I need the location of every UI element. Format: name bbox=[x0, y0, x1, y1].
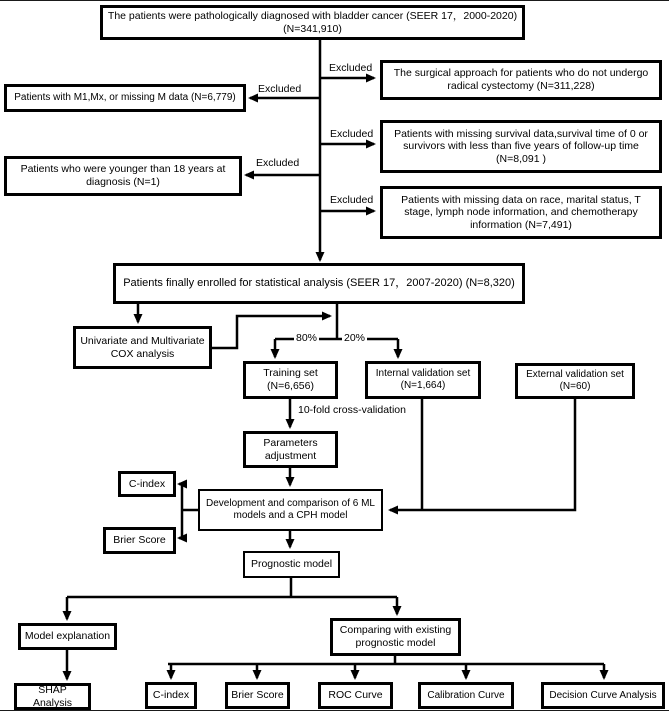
node-brier-score-compare: Brier Score bbox=[225, 682, 290, 709]
node-parameters-adjustment: Parameters adjustment bbox=[243, 431, 338, 468]
node-decision-curve-analysis: Decision Curve Analysis bbox=[541, 682, 665, 709]
node-diagnosed: The patients were pathologically diagnosed with bladder cancer (SEER 17，2000-2020) (N=341,910) bbox=[100, 5, 525, 40]
edge-label-80-percent: 80% bbox=[296, 332, 318, 344]
node-enrolled: Patients finally enrolled for statistical analysis (SEER 17，2007-2020) (N=8,320) bbox=[113, 263, 525, 304]
edge-label-excluded-1: Excluded bbox=[329, 62, 373, 74]
node-internal-validation-set: Internal validation set (N=1,664) bbox=[365, 361, 481, 399]
node-excluded-surgical: The surgical approach for patients who do not undergo radical cystectomy (N=311,228) bbox=[380, 60, 662, 100]
edge-label-20-percent: 20% bbox=[344, 332, 366, 344]
node-external-validation-set: External validation set (N=60) bbox=[515, 363, 635, 399]
node-training-set: Training set (N=6,656) bbox=[243, 361, 338, 399]
node-c-index-eval: C-index bbox=[118, 471, 176, 497]
node-model-explanation: Model explanation bbox=[18, 623, 117, 650]
node-prognostic-model: Prognostic model bbox=[243, 551, 340, 578]
edge-label-excluded-5: Excluded bbox=[330, 194, 374, 206]
node-shap-analysis: SHAP Analysis bbox=[14, 683, 91, 710]
edge-label-excluded-3: Excluded bbox=[330, 128, 374, 140]
node-comparing-existing: Comparing with existing prognostic model bbox=[330, 618, 461, 656]
node-brier-score-eval: Brier Score bbox=[103, 527, 176, 554]
node-c-index-compare: C-index bbox=[145, 682, 197, 709]
edge-label-excluded-4: Excluded bbox=[256, 157, 300, 169]
node-roc-curve: ROC Curve bbox=[318, 682, 393, 709]
edge-label-cross-validation: 10-fold cross-validation bbox=[298, 404, 406, 416]
edge-label-excluded-2: Excluded bbox=[258, 83, 302, 95]
node-calibration-curve: Calibration Curve bbox=[418, 682, 514, 709]
node-excluded-m-data: Patients with M1,Mx, or missing M data (N=6,779) bbox=[4, 84, 246, 112]
node-excluded-survival: Patients with missing survival data,survival time of 0 or survivors with less than five years of follow-up time (N=8,091 ) bbox=[380, 120, 662, 173]
node-excluded-age: Patients who were younger than 18 years at diagnosis (N=1) bbox=[4, 156, 242, 196]
node-cox-analysis: Univariate and Multivariate COX analysis bbox=[73, 326, 212, 369]
node-excluded-missing: Patients with missing data on race, marital status, T stage, lymph node information, and chemotherapy information (N=7,491) bbox=[380, 186, 662, 239]
node-development: Development and comparison of 6 ML models and a CPH model bbox=[198, 489, 383, 531]
